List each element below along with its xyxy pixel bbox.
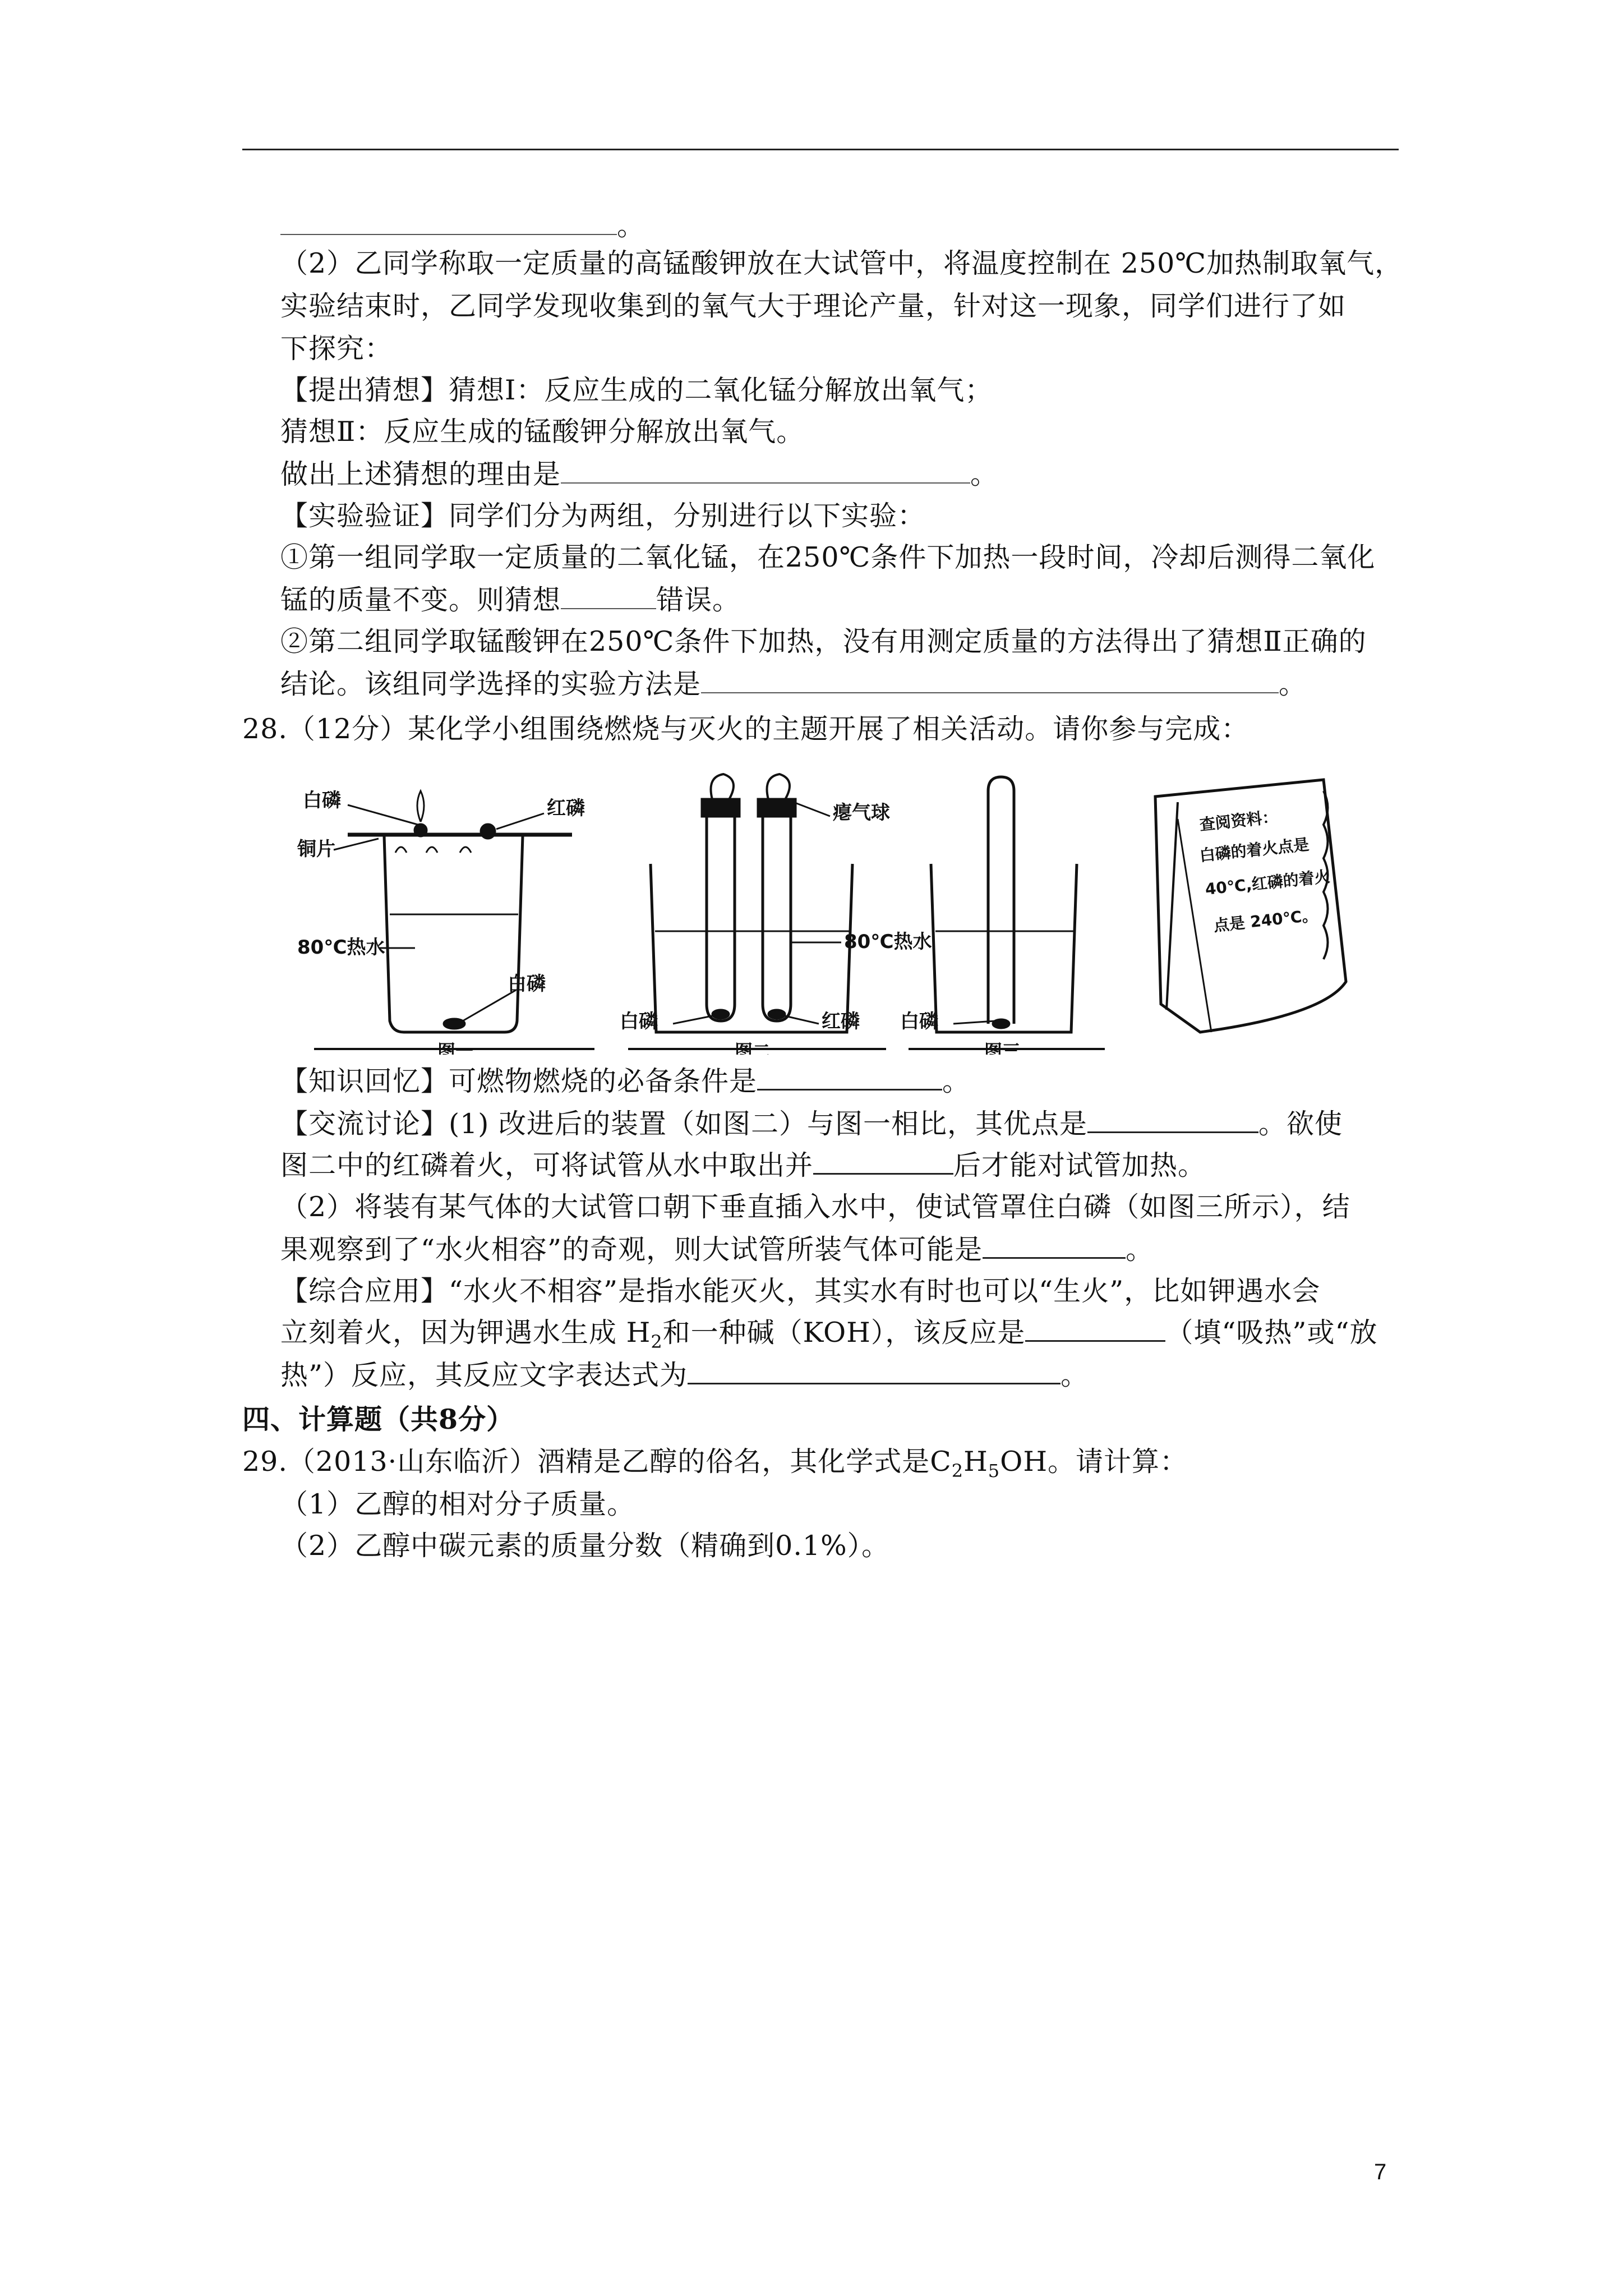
text-line: 【实验验证】同学们分为两组，分别进行以下实验： [280,500,926,532]
fig2-red-p-label: 红磷 [822,1010,860,1033]
text-line: 立刻着火，因为钾遇水生成 $H_2$和一种碱（KOH），该反应是 （填“吸热”或“放 [280,1317,1378,1352]
text-line: 果观察到了“水火相容”的奇观，则大试管所装气体可能是 。 [280,1234,1154,1266]
answer-blank[interactable] [701,668,1279,693]
answer-blank[interactable] [688,1358,1061,1384]
answer-blank[interactable] [983,1232,1126,1259]
text-line: ②第二组同学取锰酸钾在250℃条件下加热，没有用测定质量的方法得出了猜想Ⅱ正确的 [280,625,1367,657]
experiment-figure [280,769,1357,1055]
fig1-red-p-label: 红磷 [547,797,585,820]
answer-blank[interactable] [280,209,617,235]
text-line: （1）乙醇的相对分子质量。 [280,1488,635,1520]
text-line: （2）乙醇中碳元素的质量分数（精确到0.1%）。 [280,1530,890,1562]
question-28: 28.（12分）某化学小组围绕燃烧与灭火的主题开展了相关活动。请你参与完成： [242,713,1249,745]
fig1-water-label: 80℃热水 [297,936,385,959]
answer-blank[interactable] [561,583,656,609]
fig3-caption: 图三 [984,1041,1021,1055]
text-line: 锰的质量不变。则猜想 错误。 [280,584,741,616]
text-line: 结论。该组同学选择的实验方法是 。 [280,668,1307,700]
question-29: 29.（2013·山东临沂）酒精是乙醇的俗名，其化学式是$C_2H_5OH$。请计算： [242,1446,1188,1481]
text-line: 实验结束时，乙同学发现收集到的氧气大于理论产量，针对这一现象，同学们进行了如 [280,290,1347,322]
header-rule [242,149,1399,150]
answer-blank[interactable] [561,458,970,484]
text-line: （2）将装有某气体的大试管口朝下垂直插入水中，使试管罩住白磷（如图三所示），结 [280,1191,1350,1223]
fig2-balloon-label: 瘪气球 [833,802,890,824]
fig3-white-p-label: 白磷 [900,1010,938,1033]
fig2-white-p-label: 白磷 [620,1010,658,1033]
fig2-caption: 图二 [735,1041,771,1055]
fig1-white-p-bottom-label: 白磷 [508,973,546,995]
note-line-3: 40℃,红磷的着火 [1204,867,1331,899]
text-line: 热”）反应，其反应文字表达式为 。 [280,1359,1089,1391]
fig1-white-p-label: 白磷 [303,789,341,812]
text-line: 。 [280,208,645,245]
text-line: 猜想Ⅱ：反应生成的锰酸钾分解放出氧气。 [280,416,805,448]
page-number: 7 [1374,2160,1387,2184]
answer-blank[interactable] [1087,1107,1258,1133]
text-line: 【综合应用】“水火不相容”是指水能灭火，其实水有时也可以“生火”，比如钾遇水会 [280,1275,1321,1307]
text-line: 【知识回忆】可燃物燃烧的必备条件是 。 [280,1065,971,1097]
note-line-4: 点是 240℃。 [1212,905,1318,935]
answer-blank[interactable] [757,1064,942,1091]
text-line: 做出上述猜想的理由是 。 [280,458,999,490]
text-line: 图二中的红磷着火，可将试管从水中取出并 后才能对试管加热。 [280,1149,1206,1181]
text-line: 下探究： [280,333,393,365]
note-line-1: 查阅资料： [1198,807,1279,834]
section-heading: 四、计算题（共8分） [242,1403,515,1435]
answer-blank[interactable] [813,1148,953,1175]
fig1-caption: 图一 [437,1041,474,1055]
text-line: ①第一组同学取一定质量的二氧化锰，在250℃条件下加热一段时间，冷却后测得二氧化 [280,541,1376,573]
text-line: 【交流讨论】(1) 改进后的装置（如图二）与图一相比，其优点是 。欲使 [280,1108,1343,1140]
experiment-diagram [280,769,1357,1055]
text-line: （2）乙同学称取一定质量的高锰酸钾放在大试管中，将温度控制在 250℃加热制取氧气， [280,247,1403,279]
fig2-water-label: 80℃热水 [844,931,932,953]
text-line: 【提出猜想】猜想Ⅰ：反应生成的二氧化锰分解放出氧气； [280,374,993,406]
fig1-copper-label: 铜片 [297,838,335,861]
note-line-2: 白磷的着火点是 [1198,835,1310,865]
answer-blank[interactable] [1025,1315,1165,1342]
